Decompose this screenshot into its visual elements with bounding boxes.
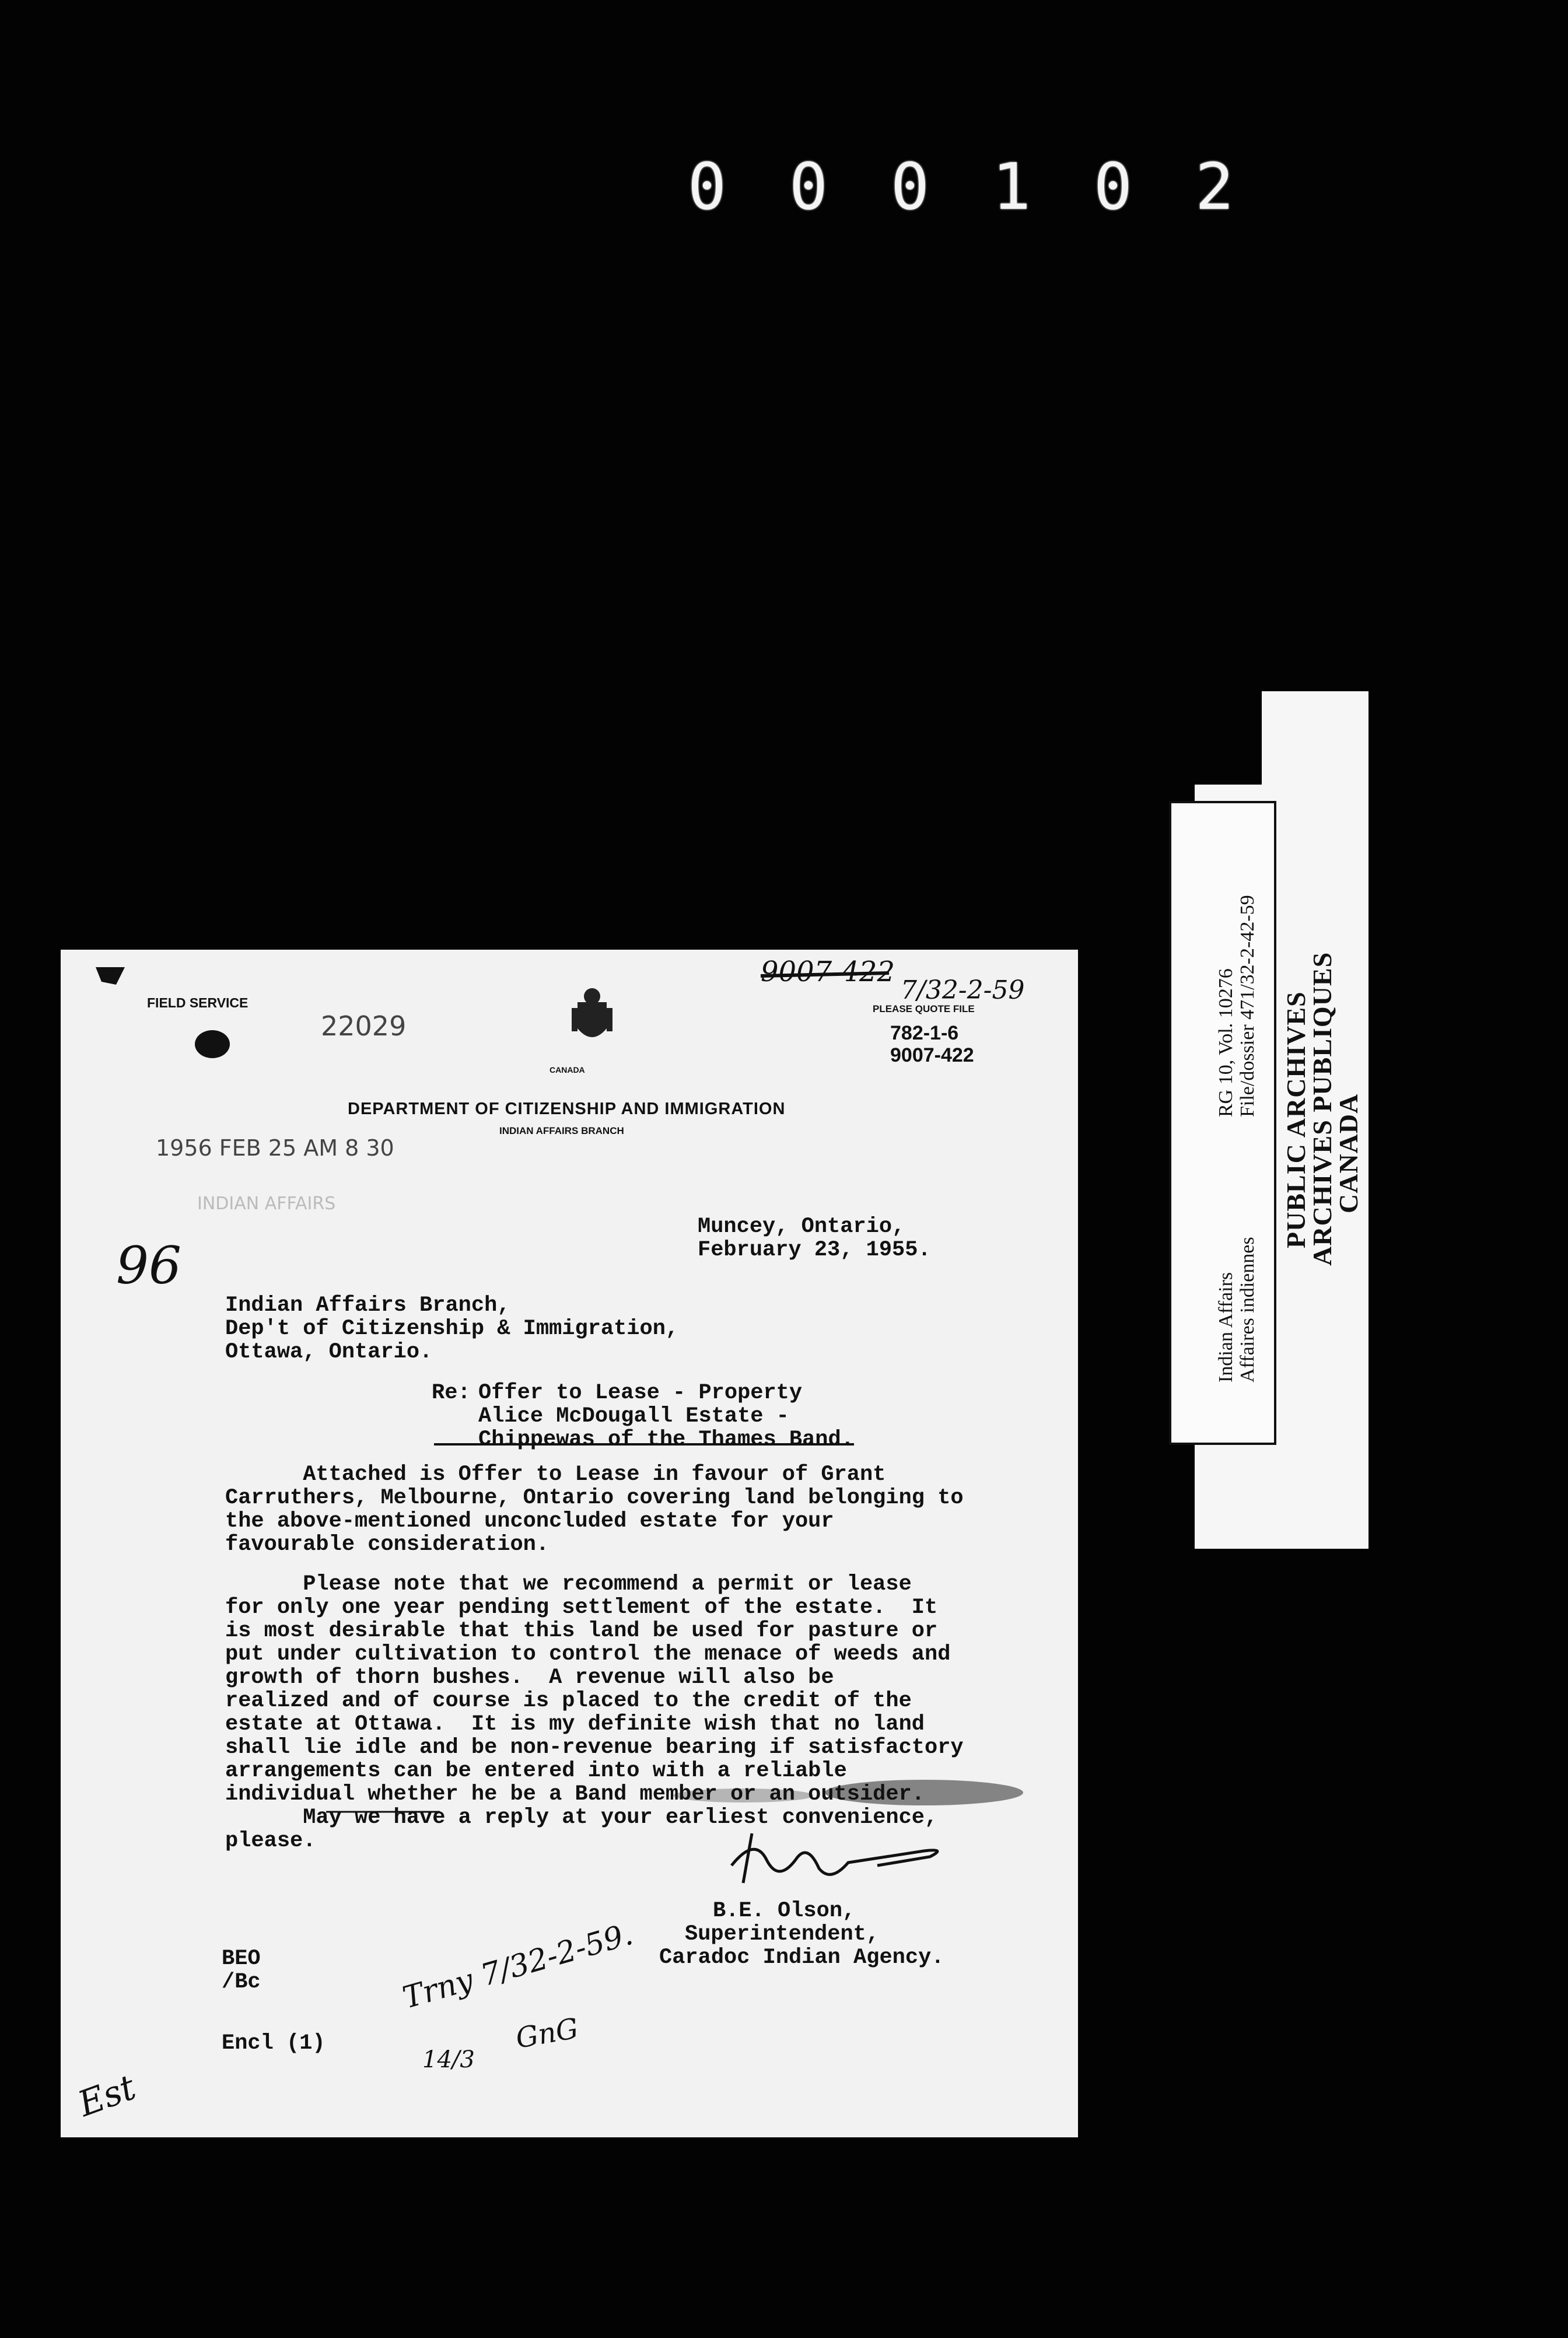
para-2-line: Please note that we recommend a permit or lease	[225, 1572, 912, 1597]
punch-hole-icon	[195, 1030, 230, 1058]
field-service-label: FIELD SERVICE	[147, 995, 249, 1010]
para-2-line: growth of thorn bushes. A revenue will also be	[225, 1665, 834, 1690]
tag-file: File/dossier 471/32-2-42-59	[1237, 895, 1258, 1117]
para-2-line: is most desirable that this land be used for pasture or	[225, 1619, 938, 1643]
frame-number	[682, 149, 1242, 224]
file-number-2: 9007-422	[890, 1044, 974, 1066]
para-2-line: shall lie idle and be non-revenue bearing if satisfactory	[225, 1735, 964, 1760]
para-3-line: please.	[225, 1829, 316, 1853]
re-line: Chippewas of the Thames Band.	[478, 1427, 854, 1452]
file-number-1: 782-1-6	[890, 1022, 959, 1044]
frame-digit: 0	[687, 149, 730, 224]
handwritten-corner-note: Est	[73, 2067, 141, 2125]
signer-agency: Caradoc Indian Agency.	[659, 1945, 944, 1970]
enclosure-note: Encl (1)	[222, 2031, 326, 2056]
para-1-line: Carruthers, Melbourne, Ontario covering land belonging to	[225, 1486, 964, 1510]
para-1-line: Attached is Offer to Lease in favour of Grant	[225, 1462, 886, 1487]
tag-archives-en: PUBLIC ARCHIVES	[1281, 991, 1311, 1248]
file-struck: 9007-422	[761, 956, 895, 988]
tag-rg: RG 10, Vol. 10276	[1215, 968, 1237, 1117]
handwritten-transfer-note: Trny 7/32-2-59.	[399, 1916, 637, 2016]
para-2-line: for only one year pending settlement of the estate. It	[225, 1595, 938, 1620]
para-2-line: individual whether he be a Band member or an outsider.	[225, 1782, 925, 1807]
para-2-line: realized and of course is placed to the credit of the	[225, 1689, 912, 1713]
archive-tag-notch	[1195, 691, 1262, 785]
received-stamp: 1956 FEB 25 AM 8 30	[156, 1135, 394, 1161]
para-2-line: arrangements can be entered into with a reliable	[225, 1759, 847, 1783]
department-title: DEPARTMENT OF CITIZENSHIP AND IMMIGRATION	[348, 1100, 786, 1118]
re-line: Offer to Lease - Property	[478, 1381, 803, 1405]
letter-place: Muncey, Ontario,	[698, 1214, 905, 1239]
registry-number: 22029	[321, 1010, 407, 1042]
tag-org-fr: Affaires indiennes	[1237, 1237, 1258, 1382]
re-line: Alice McDougall Estate -	[478, 1404, 789, 1429]
re-label: Re:	[432, 1381, 471, 1405]
addressee-line: Indian Affairs Branch,	[225, 1293, 510, 1318]
crest-label: CANADA	[550, 1065, 585, 1074]
para-2-line: estate at Ottawa. It is my definite wish that no land	[225, 1712, 925, 1737]
letter-date: February 23, 1955.	[698, 1238, 931, 1262]
canada-crest-icon	[572, 988, 612, 1037]
tag-archives-fr: ARCHIVES PUBLIQUES	[1307, 951, 1337, 1266]
frame-digit: 1	[992, 149, 1035, 224]
addressee-line: Ottawa, Ontario.	[225, 1340, 433, 1364]
frame-digit: 0	[1093, 149, 1136, 224]
addressee-line: Dep't of Citizenship & Immigration,	[225, 1317, 679, 1341]
para-1-line: the above-mentioned unconcluded estate for your	[225, 1509, 834, 1534]
typist-initials: BEO	[222, 1947, 261, 1971]
handwritten-initials: GnG	[513, 2012, 581, 2055]
faint-stamp: INDIAN AFFAIRS	[197, 1194, 336, 1214]
frame-digit: 0	[890, 149, 933, 224]
file-handwritten: 7/32-2-59	[901, 975, 1025, 1005]
branch-title: INDIAN AFFAIRS BRANCH	[499, 1125, 624, 1136]
handwritten-date: 14/3	[422, 2046, 475, 2073]
frame-digit: 2	[1195, 149, 1238, 224]
letter-page	[61, 950, 1078, 2137]
corner-mark-icon	[96, 967, 125, 985]
signer-title: Superintendent,	[685, 1922, 880, 1947]
quote-file-label: PLEASE QUOTE FILE	[873, 1003, 975, 1014]
para-3-line: May we have a reply at your earliest convenience,	[225, 1805, 938, 1830]
margin-number: 96	[116, 1236, 181, 1296]
signature-icon	[732, 1849, 937, 1874]
para-1-line: favourable consideration.	[225, 1532, 550, 1557]
frame-digit: 0	[789, 149, 832, 224]
tag-org-en: Indian Affairs	[1215, 1272, 1237, 1382]
para-2-line: put under cultivation to control the menace of weeds and	[225, 1642, 951, 1667]
typist-initials: /Bc	[222, 1970, 261, 1994]
tag-country: CANADA	[1334, 1093, 1363, 1213]
signature-stroke	[743, 1833, 752, 1883]
signer-name: B.E. Olson,	[713, 1899, 856, 1923]
